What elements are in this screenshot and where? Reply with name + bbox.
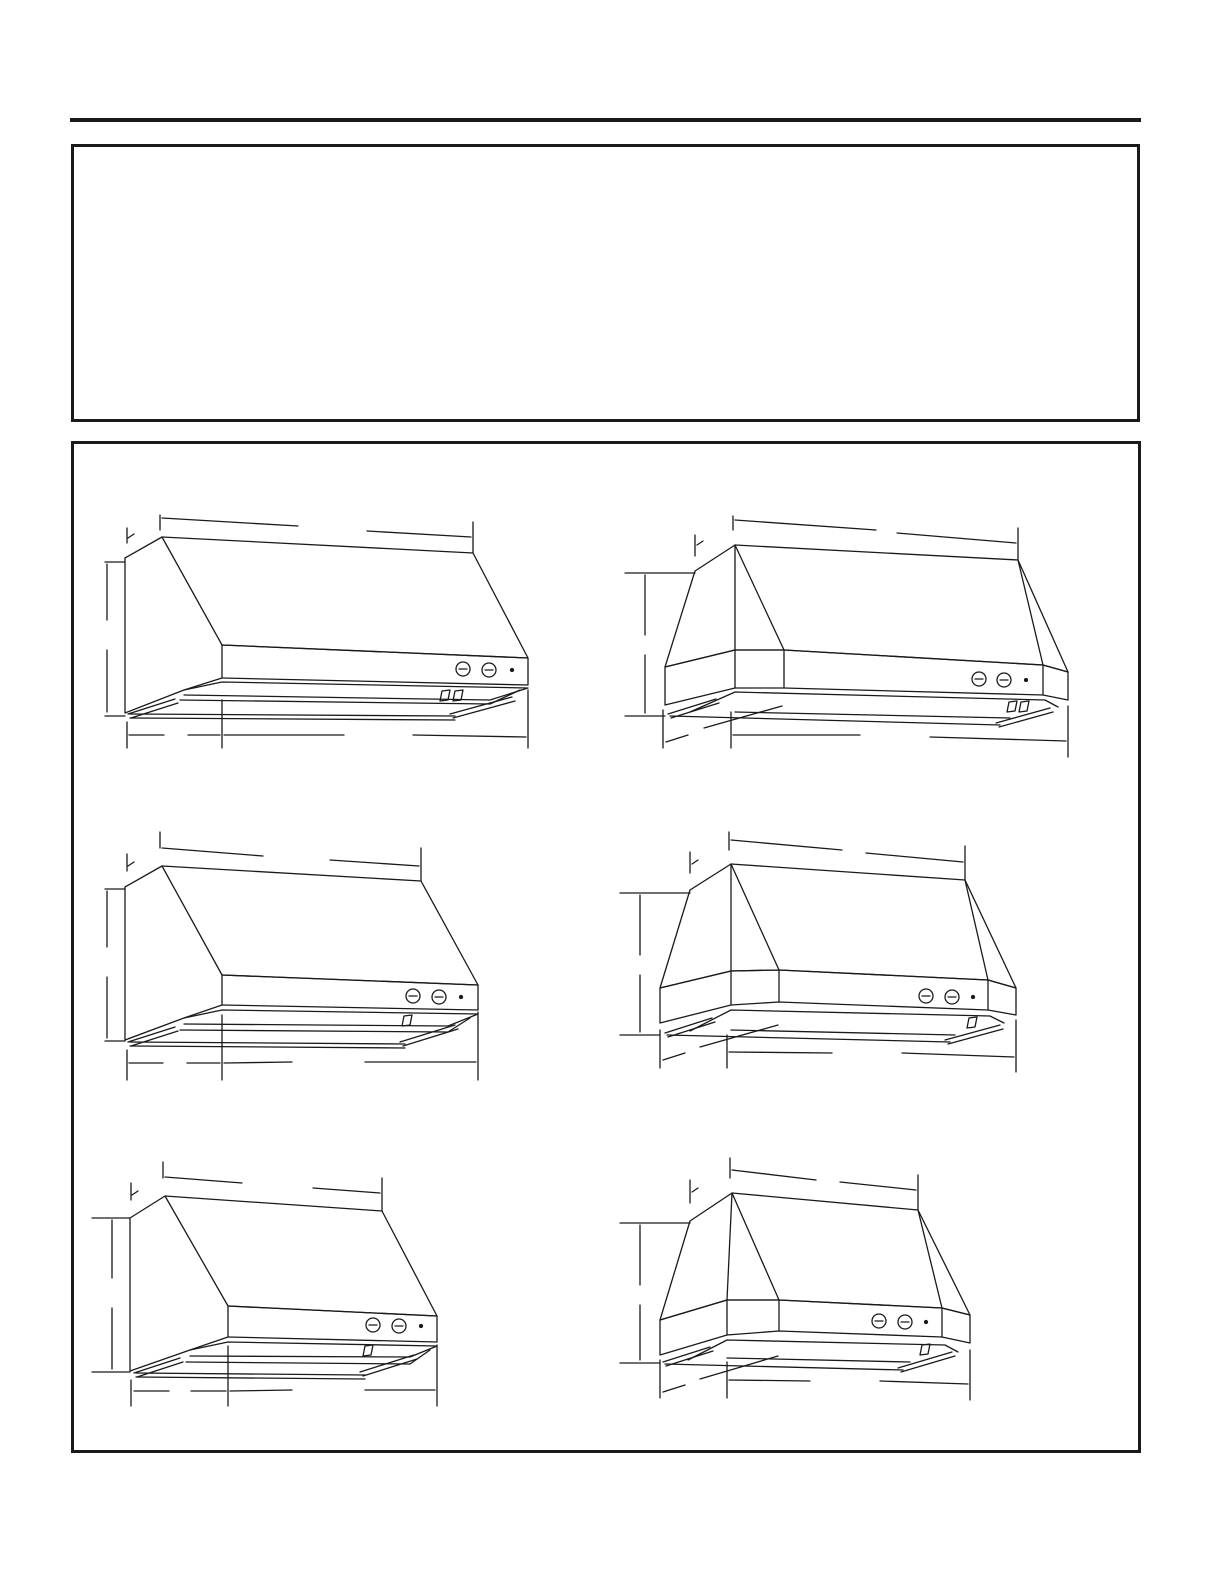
hood-wall-3-drawing [92, 1162, 437, 1406]
hood-island-2-drawing [620, 832, 1016, 1072]
hood-island-1-drawing [625, 516, 1068, 757]
hood-wall-1-drawing [105, 515, 528, 748]
hood-island-3-drawing [620, 1158, 970, 1400]
hood-wall-2-drawing [105, 832, 478, 1080]
